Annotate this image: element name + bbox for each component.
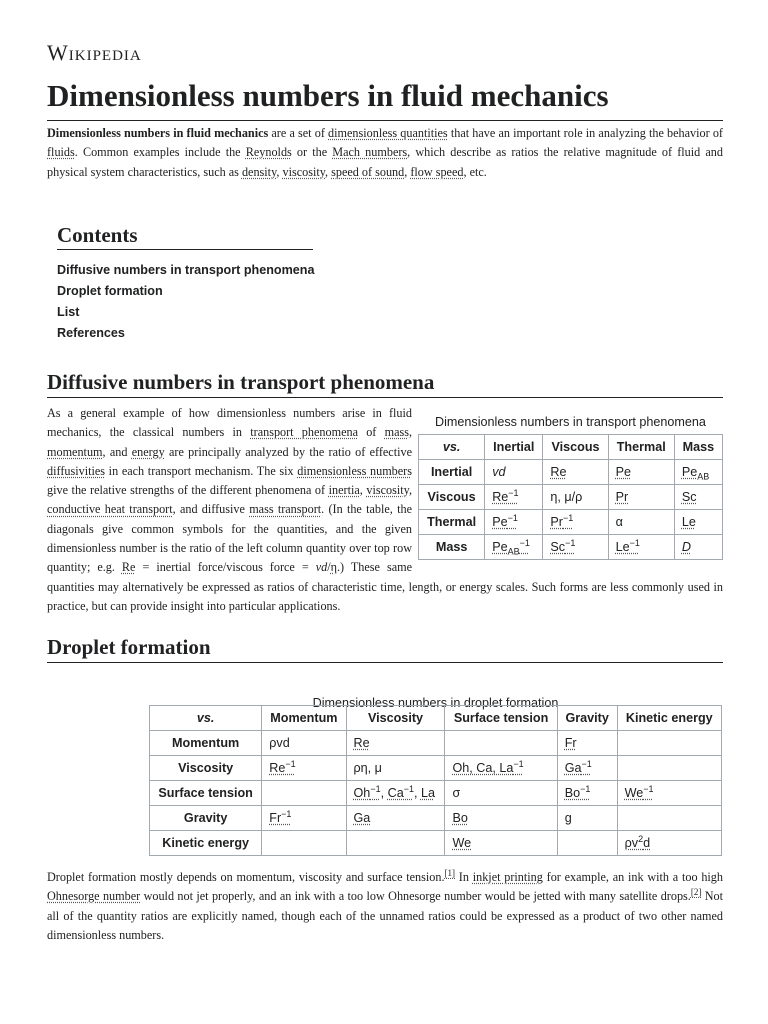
toc-item-list[interactable]: List (57, 305, 80, 319)
link-mach-numbers[interactable]: Mach numbers (332, 145, 408, 160)
table-row (419, 460, 723, 485)
table-cell (543, 460, 608, 485)
superscript: −1 (285, 758, 296, 769)
link-oh-inv[interactable] (353, 783, 381, 800)
cell-text: , (413, 786, 421, 800)
table-cell (485, 510, 543, 535)
link-re-inline[interactable]: Re (121, 560, 136, 575)
cell-text: Re (269, 761, 286, 775)
link-pr[interactable]: Pr (615, 490, 629, 504)
table-cell (346, 806, 445, 831)
text: , which describe as ratios the relative magnitude of fluid and physical system characteristics, such as (47, 145, 723, 179)
link-fr-inv[interactable] (269, 808, 292, 825)
table-row (419, 510, 723, 535)
link-inkjet-printing[interactable]: inkjet printing (472, 870, 543, 884)
link-pe-ab-inv[interactable] (492, 537, 530, 557)
toc-item-droplet[interactable]: Droplet formation (57, 284, 163, 298)
link-inertia[interactable]: inertia (328, 483, 360, 498)
table-row (150, 781, 722, 806)
text: , (404, 164, 411, 179)
link-eta[interactable]: η (330, 560, 337, 575)
section2-paragraph (47, 868, 723, 945)
transport-table-caption: Dimensionless numbers in transport phenomena (435, 415, 706, 429)
cell-text: Sc (550, 540, 566, 554)
text: , (408, 483, 413, 498)
table-cell (608, 485, 674, 510)
table-cell (485, 535, 543, 560)
link-le-inv[interactable] (615, 537, 640, 554)
superscript: −1 (281, 808, 292, 819)
link-pe[interactable]: Pe (615, 465, 632, 479)
intro-bold: Dimensionless numbers in fluid mechanics (47, 126, 269, 140)
row-header: Inertial (419, 460, 485, 485)
row-header: Thermal (419, 510, 485, 535)
table-row (150, 731, 722, 756)
superscript: −1 (580, 783, 591, 794)
reference-2[interactable]: [2] (690, 887, 702, 898)
table-cell: σ (445, 781, 557, 806)
text: in each transport mechanism. The six (105, 463, 298, 478)
text: of (357, 425, 385, 440)
superscript: −1 (370, 783, 381, 794)
col-header: Thermal (608, 435, 674, 460)
link-le[interactable]: Le (681, 515, 696, 529)
superscript: −1 (565, 537, 576, 548)
superscript: −1 (403, 783, 414, 794)
droplet-table (149, 705, 722, 856)
link-re[interactable]: Re (550, 465, 567, 479)
table-cell (617, 806, 721, 831)
table-cell (445, 831, 557, 856)
table-cell (346, 731, 445, 756)
link-rhov2d[interactable] (624, 833, 651, 850)
cell-text: d (643, 836, 651, 850)
link-pe-ab[interactable] (681, 465, 710, 482)
link-ga-inv[interactable] (564, 758, 592, 775)
text: or the (291, 145, 333, 160)
cell-text: Pe (492, 515, 508, 529)
row-header: Surface tension (150, 781, 262, 806)
col-header: Kinetic energy (617, 706, 721, 731)
text: , (276, 164, 283, 179)
text: In (455, 870, 473, 884)
link-viscosity[interactable]: viscosity (282, 164, 326, 179)
table-cell (346, 831, 445, 856)
superscript: −1 (519, 537, 530, 548)
link-momentum[interactable]: momentum (47, 444, 103, 459)
cell-text: Ca (387, 786, 404, 800)
cell-text: Oh, Ca, La (452, 761, 514, 775)
text: . (In the table, the diagonals give common symbols for the quantities, and the given dimensionless number is the ratio of the left column quantity over top row quantity; e.g. (47, 502, 412, 575)
link-density[interactable]: density (241, 164, 277, 179)
cell-text: Pr (550, 515, 563, 529)
table-cell (674, 535, 722, 560)
table-cell (617, 731, 721, 756)
cell-text: Bo (564, 786, 581, 800)
text: are a set of (268, 126, 329, 140)
subscript: AB (697, 471, 710, 482)
link-oh-ca-la[interactable] (452, 758, 524, 775)
table-cell (262, 781, 346, 806)
cell-text: We (624, 786, 644, 800)
col-header: Momentum (262, 706, 346, 731)
cell-text: Pe (492, 540, 508, 554)
row-header: Momentum (150, 731, 262, 756)
section1-body (47, 404, 723, 616)
link-dimensionless-quantities[interactable]: dimensionless quantities (328, 126, 448, 140)
table-cell (262, 806, 346, 831)
link-mass-transport[interactable]: mass transport (249, 502, 322, 517)
link-diffusivities[interactable]: diffusivities (47, 463, 106, 478)
link-transport-phenomena[interactable]: transport phenomena (250, 425, 358, 440)
table-cell: η, μ/ρ (543, 485, 608, 510)
text: , and (102, 444, 132, 459)
table-row (150, 806, 722, 831)
section-heading-diffusive: Diffusive numbers in transport phenomena (47, 369, 723, 398)
intro-paragraph (47, 124, 723, 182)
link-mass[interactable]: mass (384, 425, 409, 440)
link-pr-inv[interactable] (550, 512, 574, 529)
table-cell (543, 510, 608, 535)
superscript: −1 (563, 512, 574, 523)
cell-text: Pe (681, 465, 698, 479)
table-cell (445, 756, 557, 781)
row-header: Kinetic energy (150, 831, 262, 856)
table-cell (617, 831, 721, 856)
link-speed-of-sound[interactable]: speed of sound (331, 164, 405, 179)
table-row (150, 831, 722, 856)
table-cell (674, 460, 722, 485)
text: As a general example of how dimensionless numbers arise in fluid mechanics, the classical numbers in (47, 406, 412, 440)
superscript: −1 (643, 783, 654, 794)
text: = inertial force/viscous force = (135, 560, 316, 575)
link-ohnesorge-number[interactable]: Ohnesorge number (47, 889, 141, 904)
table-corner: vs. (150, 706, 262, 731)
link-d[interactable]: D (681, 540, 691, 554)
superscript: −1 (513, 758, 524, 769)
col-header: Gravity (557, 706, 617, 731)
link-ca-inv[interactable] (387, 783, 414, 800)
col-header: Surface tension (445, 706, 557, 731)
link-re-inv[interactable] (492, 487, 519, 504)
link-dimensionless-numbers[interactable]: dimensionless numbers (297, 463, 412, 478)
text: Droplet formation mostly depends on momentum, viscosity and surface tension. (47, 870, 445, 884)
text: , (408, 425, 413, 440)
cell-text: Re (492, 490, 509, 504)
wikipedia-wordmark[interactable]: Wikipedia (47, 40, 142, 65)
subscript: AB (507, 546, 520, 557)
table-cell (557, 731, 617, 756)
cell-text: Fr (269, 811, 282, 825)
table-cell (543, 535, 608, 560)
text: . Common examples include the (74, 145, 246, 160)
text: that have an important role in analyzing the behavior of (447, 126, 723, 140)
link-energy[interactable]: energy (131, 444, 165, 459)
table-row (419, 485, 723, 510)
table-cell (346, 781, 445, 806)
link-sc[interactable]: Sc (681, 490, 697, 504)
link-bo[interactable]: Bo (452, 811, 468, 825)
table-of-contents (57, 222, 477, 344)
table-header-row (150, 706, 722, 731)
formula-vd: vd (315, 560, 328, 575)
toc-heading: Contents (57, 222, 313, 250)
toc-list (57, 260, 477, 344)
col-header: Inertial (485, 435, 543, 460)
table-cell (608, 535, 674, 560)
text: .) These same quantities may alternatively be expressed as ratios of characteristic time, length, or energy scales. Such forms are less commonly used in practice, but can provide insight into particular applications. (47, 560, 723, 613)
link-we-inv[interactable] (624, 783, 654, 800)
table-cell (617, 781, 721, 806)
droplet-table-caption: Dimensionless numbers in droplet formation (312, 696, 559, 710)
table-cell (557, 756, 617, 781)
text: would not jet properly, and an ink with a too low Ohnesorge number would be jetted with many satellite drops. (140, 889, 691, 904)
table-cell: g (557, 806, 617, 831)
transport-table (418, 434, 723, 560)
cell-text: ρv (624, 836, 639, 850)
superscript: 2 (638, 833, 644, 844)
table-cell (674, 510, 722, 535)
table-row (150, 756, 722, 781)
link-ga[interactable]: Ga (353, 811, 371, 825)
superscript: −1 (629, 537, 640, 548)
link-fr[interactable]: Fr (564, 736, 577, 750)
link-re[interactable]: Re (353, 736, 370, 750)
link-pe-inv[interactable] (492, 512, 518, 529)
link-la[interactable]: La (420, 786, 435, 800)
link-bo-inv[interactable] (564, 783, 591, 800)
col-header: Viscous (543, 435, 608, 460)
col-header: Mass (674, 435, 722, 460)
table-cell (262, 831, 346, 856)
reference-1[interactable]: [1] (444, 867, 456, 878)
toc-item-diffusive[interactable]: Diffusive numbers in transport phenomena (57, 263, 315, 277)
table-cell (485, 485, 543, 510)
toc-item-references[interactable]: References (57, 326, 125, 340)
text: give the relative strengths of the different phenomena of (47, 483, 329, 498)
table-row (419, 535, 723, 560)
table-cell (617, 756, 721, 781)
superscript: −1 (508, 487, 519, 498)
text: , (325, 164, 332, 179)
col-header: Viscosity (346, 706, 445, 731)
link-flow-speed[interactable]: flow speed (410, 164, 464, 179)
text: , (359, 483, 367, 498)
table-cell: ρvd (262, 731, 346, 756)
text: / (327, 560, 331, 575)
page-title: Dimensionless numbers in fluid mechanics (47, 78, 723, 121)
table-cell (262, 756, 346, 781)
table-header-row (419, 435, 723, 460)
table-cell (557, 831, 617, 856)
link-sc-inv[interactable] (550, 537, 576, 554)
cell-text: , (380, 786, 388, 800)
text: , etc. (463, 164, 487, 179)
section-heading-droplet: Droplet formation (47, 634, 723, 663)
link-conductive-heat-transport[interactable]: conductive heat transport (47, 502, 173, 517)
table-cell (445, 806, 557, 831)
table-cell: ρη, μ (346, 756, 445, 781)
transport-table-box (418, 404, 723, 560)
link-we[interactable]: We (452, 836, 472, 850)
text: for example, an ink with a too high (542, 870, 723, 884)
superscript: −1 (507, 512, 518, 523)
cell-text: Ga (564, 761, 582, 775)
table-cell: α (608, 510, 674, 535)
text: Not all of the quantity ratios are explicitly named, though each of the unnamed ratios could be expressed as a product of two other named dimensionless numbers. (47, 889, 723, 942)
table-cell (608, 460, 674, 485)
table-cell (674, 485, 722, 510)
text: are principally analyzed by the ratio of effective (164, 444, 412, 459)
row-header: Mass (419, 535, 485, 560)
table-cell: vd (485, 460, 543, 485)
table-cell (557, 781, 617, 806)
row-header: Viscosity (150, 756, 262, 781)
cell-text: Le (615, 540, 630, 554)
link-re-inv[interactable] (269, 758, 296, 775)
row-header: Viscous (419, 485, 485, 510)
table-corner: vs. (419, 435, 485, 460)
table-cell (445, 731, 557, 756)
cell-text: Oh (353, 786, 371, 800)
link-reynolds[interactable]: Reynolds (245, 145, 292, 160)
superscript: −1 (581, 758, 592, 769)
link-viscosity-2[interactable]: viscosity (366, 483, 409, 498)
row-header: Gravity (150, 806, 262, 831)
link-fluids[interactable]: fluids (47, 145, 75, 160)
text: , and diffusive (172, 502, 250, 517)
